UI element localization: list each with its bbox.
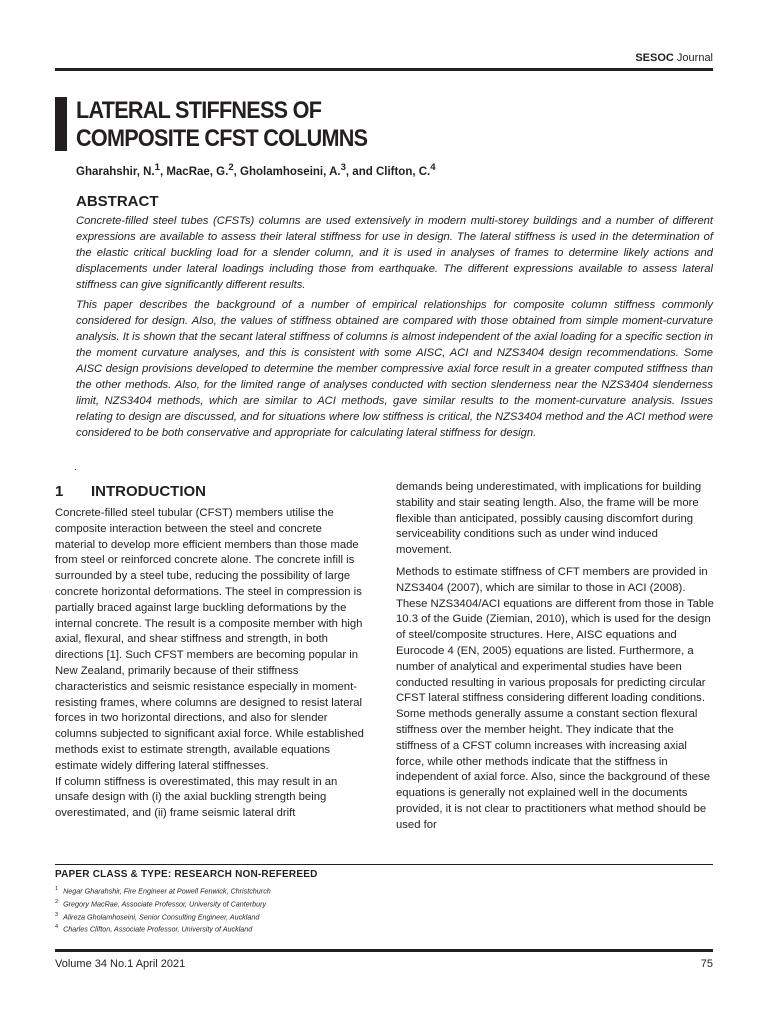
footnote-mark: 1: [55, 886, 59, 892]
footnote-list: [55, 884, 271, 935]
body-paragraph: Concrete-filled steel tubular (CFST) members utilise the composite interaction between the steel and concrete material to develop more efficient members than those made from steel or reinforced concrete alone. The concrete infill is surrounded by a steel tube, reducing the possibility of large concrete horizontal deformations. The steel in compression is partially braced against large buckling deformations by the internal concrete. The result is a composite member with high axial, flexural, and shear stiffness and strength, in both directions [1]. Such CFST members are becoming popular in New Zealand, primarily because of their stiffness characteristics and seismic resistance especially in moment-resisting frames, where columns are designed to resist lateral forces in two horizontal directions, and also for slender columns subjected to significant axial force. While established methods exist to estimate strength, available equations estimate widely differing lateral stiffnesses.: [55, 507, 364, 772]
footnote: [55, 922, 271, 935]
footnote-text: Charles Clifton, Associate Professor, University of Auckland: [63, 924, 253, 934]
journal-suffix: Journal: [676, 52, 713, 64]
section-number: 1: [55, 483, 64, 500]
stray-mark: .: [74, 462, 77, 473]
section-title: INTRODUCTION: [91, 483, 206, 500]
abstract-paragraph: Concrete-filled steel tubes (CFSTs) columns are used extensively in modern multi-storey buildings and a number of different expressions are available to assess their lateral stiffness for use in design. The lateral stiffness is used in the determination of the elastic critical buckling load for a slender column, and it is used in analyses of frames to determine likely actions and displacements under lateral loadings including those from earthquake. The different expressions available to assess lateral stiffness can give significantly different results.: [76, 215, 713, 291]
paper-class-label: PAPER CLASS & TYPE: RESEARCH NON-REFEREED: [55, 869, 318, 880]
footnote-rule: [55, 864, 713, 865]
abstract-heading: ABSTRACT: [76, 193, 159, 210]
section-heading: [55, 483, 206, 500]
author-name: Gharahshir, N.: [76, 165, 155, 178]
volume-info: Volume 34 No.1 April 2021: [55, 958, 186, 970]
body-column-right: [396, 480, 714, 834]
body-paragraph: If column stiffness is overestimated, this may result in an unsafe design with (i) the axial buckling strength being overestimated, and (ii) frame seismic lateral drift: [55, 775, 338, 820]
footnote: [55, 910, 271, 923]
body-column-left: [55, 506, 365, 822]
footer-rule: [55, 949, 713, 952]
footnote-mark: 4: [55, 924, 59, 931]
abstract-paragraph: This paper describes the background of a number of empirical relationships for composite column stiffness commonly considered for design. Also, the values of stiffness obtained are compared with those obtained from simple moment-curvature analysis. It is shown that the secant lateral stiffness of columns is almost independent of the axial loading for a specific section in the moment curvature analyses, and this is consistent with some AISC, ACI and NZS3404 design recommendations. Some AISC design provisions developed to determine the member compressive axial force result in a greater computed stiffness than the other methods. Also, for the limited range of analyses conducted with section slenderness near the NZS3404 slenderness limit, NZS3404 methods, which are similar to ACI methods, gave similar results to the moment-curvature analysis. Issues relating to design are discussed, and for situations where low stiffness is critical, the NZS3404 method and the ACI method were considered to be both conservative and appropriate for calculating lateral stiffness for design.: [76, 299, 713, 439]
abstract-body: [76, 213, 713, 445]
author-name: MacRae, G.: [166, 165, 229, 178]
journal-brand: SESOC: [635, 52, 674, 64]
author-affiliation-mark: 3: [340, 162, 346, 173]
footnote-mark: 3: [55, 911, 59, 918]
title-line-2: COMPOSITE CFST COLUMNS: [76, 125, 368, 152]
title-line-1: LATERAL STIFFNESS OF: [76, 97, 322, 124]
footnote: [55, 884, 271, 897]
body-paragraph: demands being underestimated, with implications for building stability and stair seating length. Also, the frame will be more flexible than anticipated, possibly causing discomfort during serviceability conditions such as under wind induced movement.: [396, 481, 702, 557]
footnote-mark: 2: [55, 898, 59, 905]
footnote-text: Negar Gharahshir, Fire Engineer at Powell Fenwick, Christchurch: [63, 886, 271, 896]
footnote: [55, 897, 271, 910]
author-affiliation-mark: 1: [154, 162, 160, 173]
footnote-text: Alireza Gholamhoseini, Senior Consulting Engineer, Auckland: [63, 911, 260, 921]
footnote-text: Gregory MacRae, Associate Professor, University of Canterbury: [63, 899, 267, 909]
journal-name: [635, 52, 713, 64]
author-affiliation-mark: 4: [430, 162, 436, 173]
page-number: 75: [700, 958, 713, 970]
title-accent-bar: [55, 97, 67, 151]
paper-title: [76, 97, 367, 153]
author-name: Gholamhoseini, A.: [240, 165, 341, 178]
header-rule: [55, 68, 713, 71]
author-name: Clifton, C.: [375, 165, 431, 178]
author-affiliation-mark: 2: [228, 162, 234, 173]
author-list: Gharahshir, N.$^1$, MacRae, G.$^2$, Gholamhoseini, A.$^3$, and Clifton, C.$^4$: [76, 162, 436, 178]
body-paragraph: Methods to estimate stiffness of CFT members are provided in NZS3404 (2007), which are similar to those in ACI (2008). These NZS3404/ACI equations are different from those in Table 10.3 of the Guide (Ziemian, 2010), which is used for the design of steel/composite structures. Here, AISC equations and Eurocode 4 (EN, 2005) equations are listed. Furthermore, a number of analytical and experimental studies have been conducted resulting in various proposals for predicting circular CFST lateral stiffness considering different loading conditions. Some methods generally assume a constant section flexural stiffness over the member height. They indicate that the stiffness of a CFST column increases with increasing axial force, while other methods indicate that the stiffness in independent of axial force. Also, since the background of these equations is generally not explained well in the documents provided, it is not clear to practitioners what method should be used for: [396, 565, 714, 831]
